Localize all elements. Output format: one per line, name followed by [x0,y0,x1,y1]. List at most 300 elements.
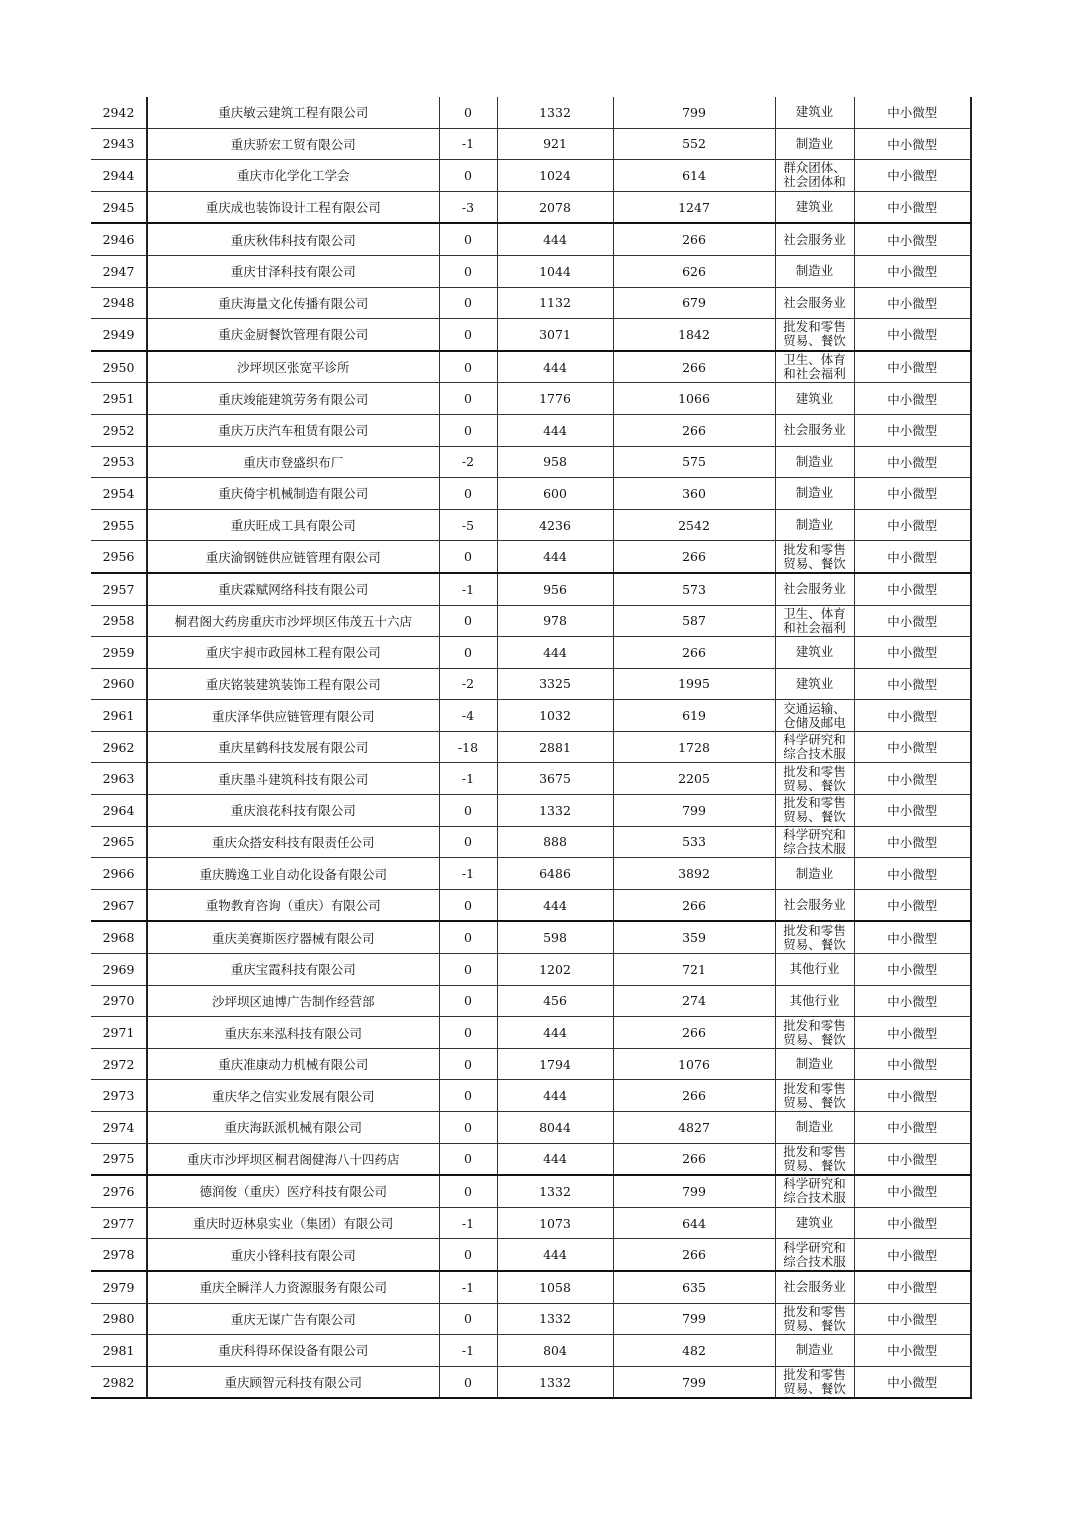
change-value-cell: 0 [439,414,497,446]
table-row [91,287,971,319]
company-name-cell: 重庆泽华供应链管理有限公司 [147,700,439,732]
industry-cell [775,763,854,795]
change-value-cell: -1 [439,573,497,605]
enterprise-size-cell: 中小微型 [854,287,971,319]
table-row [91,1112,971,1144]
row-number-cell: 2945 [91,191,147,223]
enterprise-size-cell: 中小微型 [854,319,971,351]
company-name-cell: 重庆全瞬洋人力资源服务有限公司 [147,1271,439,1303]
row-number-cell: 2976 [91,1175,147,1207]
industry-label: 社会服务业 [783,897,846,913]
enterprise-size-cell: 中小微型 [854,1112,971,1144]
change-value-cell: -18 [439,731,497,763]
industry-label: 批发和零售贸易、餐饮 [783,1304,846,1333]
industry-label: 制造业 [795,263,834,279]
amount-total-cell: 1332 [497,1175,613,1207]
company-name-cell: 重庆科得环保设备有限公司 [147,1335,439,1367]
change-value-cell: 0 [439,160,497,192]
amount-total-cell: 921 [497,128,613,160]
enterprise-size-cell: 中小微型 [854,1207,971,1239]
amount-subsidy-cell: 799 [613,1366,775,1398]
table-row [91,128,971,160]
change-value-cell: 0 [439,1175,497,1207]
enterprise-size-cell: 中小微型 [854,858,971,890]
row-number-cell: 2959 [91,637,147,669]
table-row [91,223,971,255]
industry-cell [775,223,854,255]
amount-subsidy-cell: 266 [613,637,775,669]
amount-total-cell: 1332 [497,1303,613,1335]
amount-total-cell: 3675 [497,763,613,795]
change-value-cell: 0 [439,1143,497,1175]
company-name-cell: 重庆腾逸工业自动化设备有限公司 [147,858,439,890]
amount-subsidy-cell: 679 [613,287,775,319]
amount-subsidy-cell: 266 [613,414,775,446]
industry-label: 科学研究和综合技术服 [783,733,846,762]
industry-label: 卫生、体育和社会福利 [783,353,846,382]
industry-cell [775,414,854,446]
amount-total-cell: 804 [497,1335,613,1367]
change-value-cell: -1 [439,1207,497,1239]
industry-cell [775,1017,854,1049]
table-row [91,795,971,827]
change-value-cell: -1 [439,763,497,795]
industry-label: 建筑业 [795,104,834,120]
enterprise-size-cell: 中小微型 [854,1239,971,1271]
amount-total-cell: 600 [497,478,613,510]
amount-subsidy-cell: 2542 [613,509,775,541]
enterprise-size-cell: 中小微型 [854,223,971,255]
company-name-cell: 重庆准康动力机械有限公司 [147,1048,439,1080]
change-value-cell: -2 [439,446,497,478]
amount-subsidy-cell: 626 [613,255,775,287]
data-table [91,97,972,1399]
company-name-cell: 重庆市化学化工学会 [147,160,439,192]
amount-subsidy-cell: 1995 [613,668,775,700]
row-number-cell: 2956 [91,541,147,573]
table-row [91,255,971,287]
change-value-cell: 0 [439,795,497,827]
table-row [91,509,971,541]
enterprise-size-cell: 中小微型 [854,383,971,415]
change-value-cell: 0 [439,954,497,986]
table-row [91,1366,971,1398]
amount-total-cell: 444 [497,351,613,383]
amount-total-cell: 1332 [497,1366,613,1398]
industry-cell [775,858,854,890]
amount-subsidy-cell: 266 [613,1239,775,1271]
industry-label: 批发和零售贸易、餐饮 [783,1018,846,1047]
table-row [91,1080,971,1112]
industry-cell [775,921,854,953]
company-name-cell: 重庆霖赋网络科技有限公司 [147,573,439,605]
table-row [91,1207,971,1239]
company-name-cell: 重庆众搭安科技有限责任公司 [147,826,439,858]
industry-cell [775,509,854,541]
enterprise-size-cell: 中小微型 [854,763,971,795]
amount-subsidy-cell: 573 [613,573,775,605]
table-row [91,191,971,223]
table-row [91,858,971,890]
company-name-cell: 重庆敏云建筑工程有限公司 [147,97,439,128]
change-value-cell: 0 [439,1017,497,1049]
amount-subsidy-cell: 4827 [613,1112,775,1144]
row-number-cell: 2948 [91,287,147,319]
table-row [91,700,971,732]
table-row [91,573,971,605]
amount-total-cell: 456 [497,985,613,1017]
amount-subsidy-cell: 266 [613,889,775,921]
amount-subsidy-cell: 799 [613,1175,775,1207]
industry-label: 建筑业 [795,675,834,691]
table-row [91,985,971,1017]
table-row [91,921,971,953]
amount-subsidy-cell: 266 [613,223,775,255]
enterprise-size-cell: 中小微型 [854,637,971,669]
row-number-cell: 2973 [91,1080,147,1112]
amount-subsidy-cell: 266 [613,1017,775,1049]
industry-label: 批发和零售贸易、餐饮 [783,923,846,952]
row-number-cell: 2963 [91,763,147,795]
row-number-cell: 2955 [91,509,147,541]
company-name-cell: 重庆倚宇机械制造有限公司 [147,478,439,510]
industry-cell [775,446,854,478]
enterprise-size-cell: 中小微型 [854,1048,971,1080]
enterprise-size-cell: 中小微型 [854,889,971,921]
enterprise-size-cell: 中小微型 [854,1271,971,1303]
company-name-cell: 重物教育咨询（重庆）有限公司 [147,889,439,921]
row-number-cell: 2944 [91,160,147,192]
row-number-cell: 2978 [91,1239,147,1271]
industry-cell [775,1080,854,1112]
row-number-cell: 2972 [91,1048,147,1080]
enterprise-size-cell: 中小微型 [854,97,971,128]
row-number-cell: 2958 [91,605,147,637]
row-number-cell: 2962 [91,731,147,763]
amount-total-cell: 1776 [497,383,613,415]
industry-label: 社会服务业 [783,422,846,438]
industry-label: 社会服务业 [783,294,846,310]
amount-subsidy-cell: 482 [613,1335,775,1367]
row-number-cell: 2977 [91,1207,147,1239]
change-value-cell: -1 [439,858,497,890]
industry-label: 制造业 [795,453,834,469]
row-number-cell: 2981 [91,1335,147,1367]
enterprise-size-cell: 中小微型 [854,1303,971,1335]
amount-subsidy-cell: 274 [613,985,775,1017]
table-row [91,637,971,669]
change-value-cell: 0 [439,1080,497,1112]
industry-cell [775,700,854,732]
table-row [91,1271,971,1303]
company-name-cell: 重庆成也装饰设计工程有限公司 [147,191,439,223]
change-value-cell: 0 [439,541,497,573]
industry-label: 科学研究和综合技术服 [783,1177,846,1206]
company-name-cell: 重庆金厨餐饮管理有限公司 [147,319,439,351]
change-value-cell: 0 [439,637,497,669]
amount-subsidy-cell: 587 [613,605,775,637]
industry-label: 建筑业 [795,390,834,406]
change-value-cell: -1 [439,1271,497,1303]
row-number-cell: 2961 [91,700,147,732]
amount-subsidy-cell: 575 [613,446,775,478]
industry-cell [775,637,854,669]
amount-total-cell: 1032 [497,700,613,732]
industry-cell [775,1207,854,1239]
enterprise-size-cell: 中小微型 [854,255,971,287]
enterprise-size-cell: 中小微型 [854,826,971,858]
company-name-cell: 重庆华之信实业发展有限公司 [147,1080,439,1112]
industry-cell [775,128,854,160]
amount-total-cell: 3071 [497,319,613,351]
enterprise-size-cell: 中小微型 [854,1143,971,1175]
industry-cell [775,826,854,858]
change-value-cell: 0 [439,921,497,953]
table-row [91,1017,971,1049]
table-row [91,414,971,446]
industry-label: 批发和零售贸易、餐饮 [783,1368,846,1397]
amount-total-cell: 8044 [497,1112,613,1144]
amount-subsidy-cell: 619 [613,700,775,732]
change-value-cell: -4 [439,700,497,732]
company-name-cell: 重庆墨斗建筑科技有限公司 [147,763,439,795]
amount-subsidy-cell: 1076 [613,1048,775,1080]
industry-label: 批发和零售贸易、餐饮 [783,796,846,825]
row-number-cell: 2951 [91,383,147,415]
enterprise-size-cell: 中小微型 [854,414,971,446]
amount-total-cell: 444 [497,1143,613,1175]
change-value-cell: 0 [439,1112,497,1144]
row-number-cell: 2947 [91,255,147,287]
company-name-cell: 重庆美赛斯医疗器械有限公司 [147,921,439,953]
table-row [91,351,971,383]
enterprise-size-cell: 中小微型 [854,668,971,700]
change-value-cell: -1 [439,1335,497,1367]
change-value-cell: -3 [439,191,497,223]
industry-cell [775,1303,854,1335]
industry-cell [775,889,854,921]
table-row [91,1143,971,1175]
amount-total-cell: 2078 [497,191,613,223]
industry-cell [775,319,854,351]
amount-subsidy-cell: 2205 [613,763,775,795]
change-value-cell: 0 [439,287,497,319]
amount-total-cell: 1332 [497,795,613,827]
amount-total-cell: 598 [497,921,613,953]
industry-cell [775,1175,854,1207]
amount-total-cell: 1202 [497,954,613,986]
industry-cell [775,541,854,573]
enterprise-size-cell: 中小微型 [854,921,971,953]
industry-label: 制造业 [795,135,834,151]
table-row [91,319,971,351]
table-row [91,1303,971,1335]
row-number-cell: 2946 [91,223,147,255]
amount-subsidy-cell: 1842 [613,319,775,351]
company-name-cell: 沙坪坝区张宽平诊所 [147,351,439,383]
amount-total-cell: 444 [497,889,613,921]
industry-cell [775,954,854,986]
amount-subsidy-cell: 3892 [613,858,775,890]
row-number-cell: 2968 [91,921,147,953]
amount-total-cell: 444 [497,637,613,669]
industry-label: 批发和零售贸易、餐饮 [783,320,846,349]
industry-cell [775,1271,854,1303]
change-value-cell: 0 [439,1239,497,1271]
amount-total-cell: 444 [497,223,613,255]
industry-cell [775,287,854,319]
enterprise-size-cell: 中小微型 [854,1080,971,1112]
enterprise-size-cell: 中小微型 [854,1366,971,1398]
row-number-cell: 2942 [91,97,147,128]
enterprise-size-cell: 中小微型 [854,731,971,763]
industry-label: 批发和零售贸易、餐饮 [783,1144,846,1173]
industry-label: 制造业 [795,1119,834,1135]
change-value-cell: 0 [439,319,497,351]
industry-label: 交通运输、仓储及邮电 [783,701,846,730]
table-row [91,160,971,192]
amount-total-cell: 1024 [497,160,613,192]
industry-label: 制造业 [795,517,834,533]
industry-cell [775,1335,854,1367]
table-row [91,605,971,637]
row-number-cell: 2950 [91,351,147,383]
enterprise-size-cell: 中小微型 [854,509,971,541]
change-value-cell: 0 [439,1366,497,1398]
amount-subsidy-cell: 799 [613,1303,775,1335]
industry-cell [775,1143,854,1175]
table-row [91,1239,971,1271]
amount-subsidy-cell: 635 [613,1271,775,1303]
industry-label: 群众团体、社会团体和 [783,161,846,190]
table-row [91,97,971,128]
industry-cell [775,160,854,192]
amount-subsidy-cell: 552 [613,128,775,160]
row-number-cell: 2967 [91,889,147,921]
industry-cell [775,1239,854,1271]
industry-cell [775,255,854,287]
table-row [91,954,971,986]
row-number-cell: 2969 [91,954,147,986]
company-name-cell: 重庆顾智元科技有限公司 [147,1366,439,1398]
industry-cell [775,573,854,605]
industry-cell [775,97,854,128]
table-body [91,97,971,1398]
table-row [91,826,971,858]
company-name-cell: 重庆星鹤科技发展有限公司 [147,731,439,763]
amount-total-cell: 4236 [497,509,613,541]
amount-total-cell: 6486 [497,858,613,890]
table-row [91,1048,971,1080]
industry-cell [775,351,854,383]
industry-cell [775,605,854,637]
industry-label: 制造业 [795,485,834,501]
enterprise-size-cell: 中小微型 [854,1335,971,1367]
amount-subsidy-cell: 359 [613,921,775,953]
industry-label: 批发和零售贸易、餐饮 [783,1081,846,1110]
enterprise-size-cell: 中小微型 [854,795,971,827]
company-name-cell: 重庆旺成工具有限公司 [147,509,439,541]
company-name-cell: 重庆铭装建筑装饰工程有限公司 [147,668,439,700]
row-number-cell: 2952 [91,414,147,446]
enterprise-size-cell: 中小微型 [854,128,971,160]
amount-total-cell: 1073 [497,1207,613,1239]
industry-cell [775,478,854,510]
row-number-cell: 2979 [91,1271,147,1303]
enterprise-size-cell: 中小微型 [854,1017,971,1049]
row-number-cell: 2975 [91,1143,147,1175]
company-name-cell: 重庆竣能建筑劳务有限公司 [147,383,439,415]
amount-total-cell: 3325 [497,668,613,700]
change-value-cell: 0 [439,383,497,415]
enterprise-size-cell: 中小微型 [854,160,971,192]
company-name-cell: 桐君阁大药房重庆市沙坪坝区伟茂五十六店 [147,605,439,637]
industry-cell [775,795,854,827]
company-name-cell: 重庆海跃派机械有限公司 [147,1112,439,1144]
amount-subsidy-cell: 614 [613,160,775,192]
amount-total-cell: 1132 [497,287,613,319]
industry-label: 批发和零售贸易、餐饮 [783,542,846,571]
amount-subsidy-cell: 360 [613,478,775,510]
company-name-cell: 沙坪坝区迪博广告制作经营部 [147,985,439,1017]
company-name-cell: 重庆骄宏工贸有限公司 [147,128,439,160]
amount-total-cell: 444 [497,541,613,573]
row-number-cell: 2966 [91,858,147,890]
row-number-cell: 2965 [91,826,147,858]
enterprise-size-cell: 中小微型 [854,541,971,573]
industry-label: 制造业 [795,1056,834,1072]
enterprise-size-cell: 中小微型 [854,1175,971,1207]
amount-total-cell: 958 [497,446,613,478]
amount-subsidy-cell: 721 [613,954,775,986]
amount-total-cell: 1794 [497,1048,613,1080]
industry-label: 建筑业 [795,644,834,660]
enterprise-size-cell: 中小微型 [854,478,971,510]
row-number-cell: 2982 [91,1366,147,1398]
change-value-cell: -1 [439,128,497,160]
enterprise-size-cell: 中小微型 [854,605,971,637]
amount-subsidy-cell: 799 [613,795,775,827]
row-number-cell: 2974 [91,1112,147,1144]
change-value-cell: 0 [439,1048,497,1080]
company-name-cell: 重庆时迈林泉实业（集团）有限公司 [147,1207,439,1239]
row-number-cell: 2957 [91,573,147,605]
change-value-cell: -2 [439,668,497,700]
amount-total-cell: 444 [497,414,613,446]
row-number-cell: 2971 [91,1017,147,1049]
company-name-cell: 重庆浪花科技有限公司 [147,795,439,827]
enterprise-size-cell: 中小微型 [854,351,971,383]
change-value-cell: -5 [439,509,497,541]
amount-subsidy-cell: 266 [613,351,775,383]
company-name-cell: 重庆宝霞科技有限公司 [147,954,439,986]
change-value-cell: 0 [439,605,497,637]
amount-total-cell: 1058 [497,1271,613,1303]
industry-cell [775,1112,854,1144]
industry-cell [775,1048,854,1080]
enterprise-size-cell: 中小微型 [854,191,971,223]
industry-label: 社会服务业 [783,1279,846,1295]
industry-label: 批发和零售贸易、餐饮 [783,764,846,793]
table-row [91,541,971,573]
change-value-cell: 0 [439,985,497,1017]
company-name-cell: 重庆市沙坪坝区桐君阁健海八十四药店 [147,1143,439,1175]
industry-cell [775,731,854,763]
enterprise-size-cell: 中小微型 [854,573,971,605]
company-name-cell: 重庆渝钢链供应链管理有限公司 [147,541,439,573]
industry-cell [775,383,854,415]
industry-cell [775,191,854,223]
